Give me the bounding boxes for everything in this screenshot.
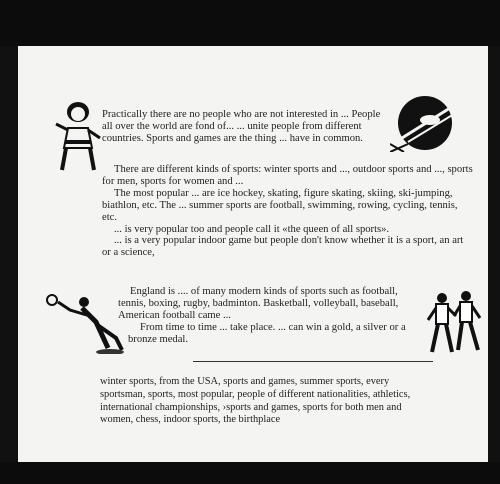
paragraph-3: The most popular ... are ice hockey, skating, figure skating, skiing, ski-jumping, biathlon, etc. The ... summer sports are football, swimming, rowing, cycling, tennis, etc. [102, 187, 458, 223]
word-bank: winter sports, from the USA, sports and games, summer sports, every sportsman, sports, most popular, people of different nationalities, athletics, international championships, ›sports and games, sports for both men and women, chess, indoor sports, the birthplace [100, 376, 411, 426]
bottom-dark-bar [0, 462, 500, 484]
main-text-block-wide [102, 164, 474, 259]
section-divider [193, 361, 433, 362]
paragraph-2: There are different kinds of sports: winter sports and ..., outdoor sports and ..., sports for men, sports for women and ... [102, 164, 473, 187]
karate-illustration [54, 100, 104, 172]
textbook-page [18, 46, 488, 462]
lower-text-block [118, 286, 428, 346]
paragraph-5: ... is a very popular indoor game but people don't know whether it is a sport, an art or a science, [102, 235, 464, 259]
top-dark-bar [0, 0, 500, 46]
paragraph-6: England is .... of many modern kinds of sports such as football, tennis, boxing, rugby, badminton. Basketball, volleyball, baseball, American football came ... [118, 286, 399, 321]
tennis-player-illustration [46, 292, 126, 354]
runners-illustration [426, 290, 484, 356]
main-text-block [102, 109, 388, 145]
ski-jumper-illustration [390, 94, 460, 152]
paragraph-7: From time to time ... take place. ... can win a gold, a silver or a bronze medal. [128, 321, 406, 345]
paragraph-1: Practically there are no people who are not interested in ... People all over the world are fond of... ... unite people from different countries. Sports and games are the thing ... have in common. [102, 109, 381, 144]
paragraph-4: ... is very popular too and people call it «the queen of all sports». [114, 223, 390, 235]
